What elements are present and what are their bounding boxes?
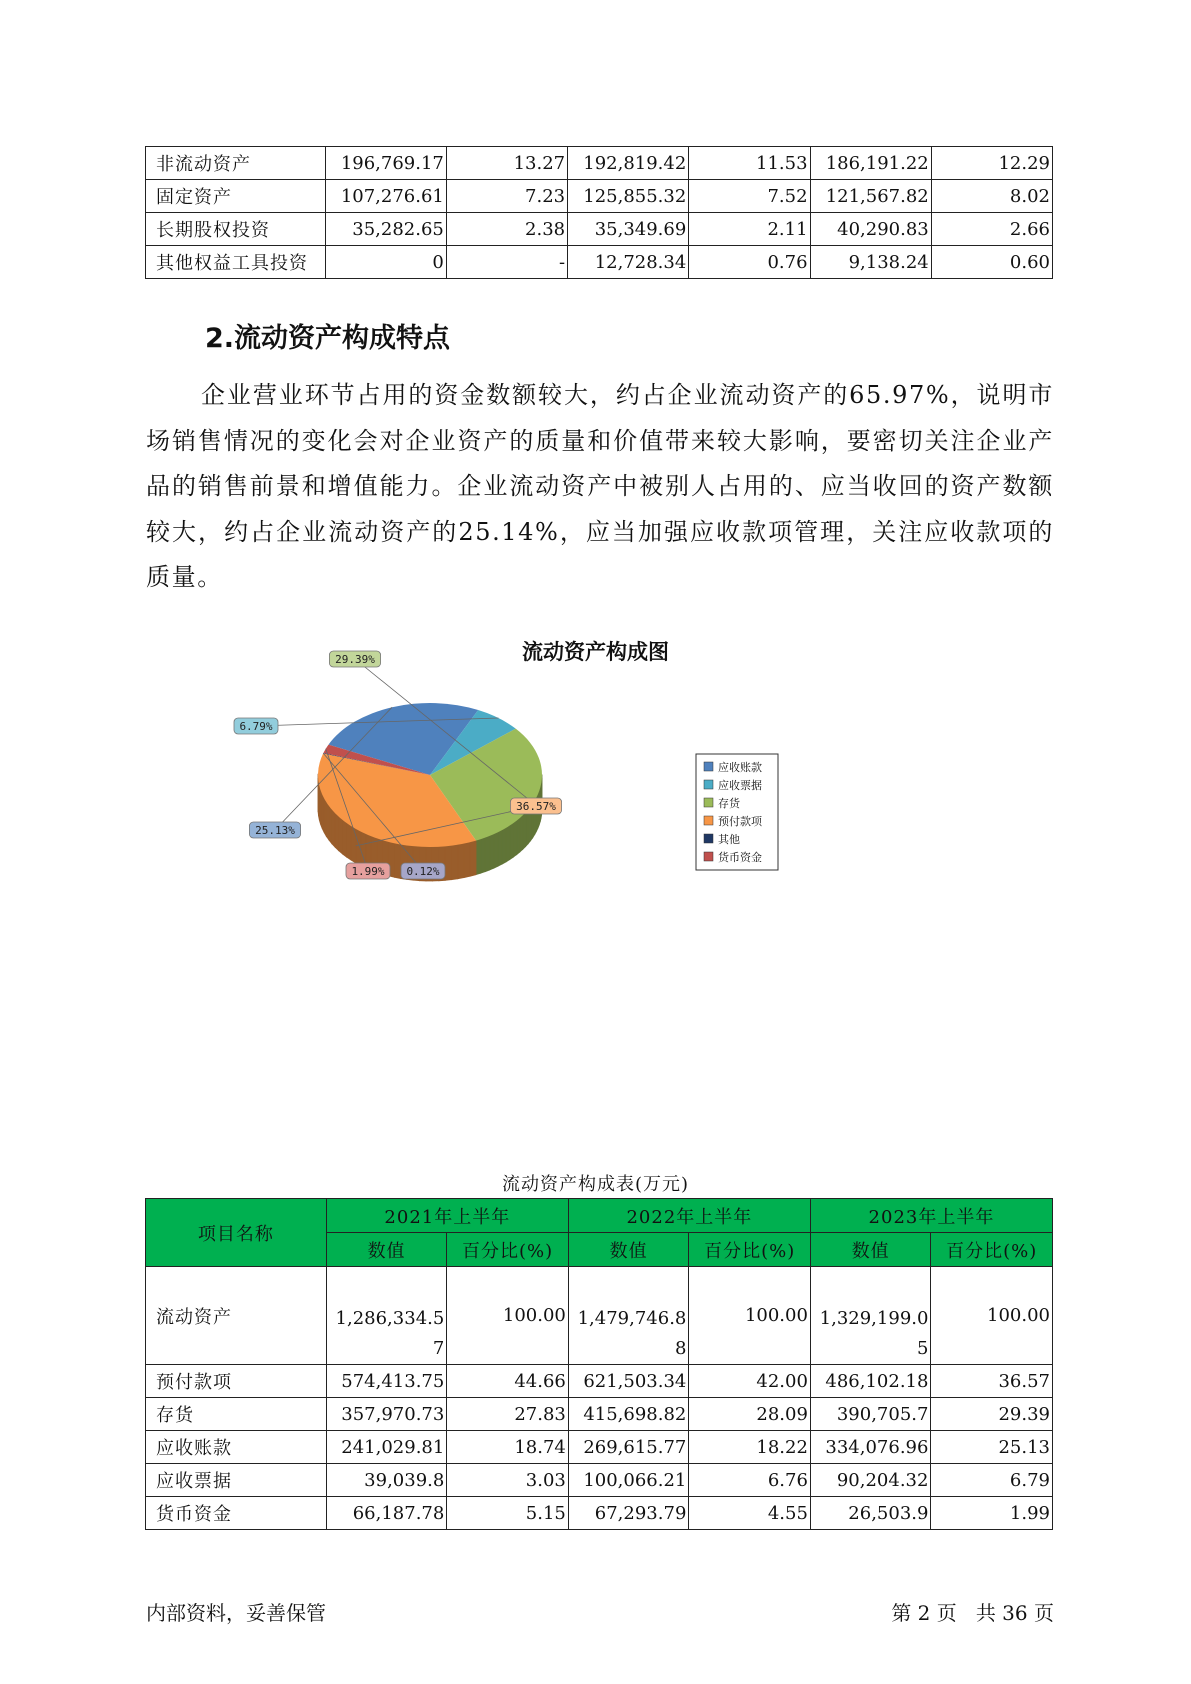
cell-percent: 0.76 bbox=[689, 246, 810, 279]
cell-value: 66,187.78 bbox=[326, 1497, 447, 1530]
cell-value: 12,728.34 bbox=[568, 246, 689, 279]
row-label: 非流动资产 bbox=[146, 147, 326, 180]
cell-percent: 3.03 bbox=[447, 1464, 569, 1497]
table-row-total bbox=[146, 1267, 1053, 1365]
cell-value: 39,039.8 bbox=[326, 1464, 447, 1497]
cell-value: 100,066.21 bbox=[568, 1464, 689, 1497]
table-row bbox=[146, 180, 1053, 213]
table-row bbox=[146, 246, 1053, 279]
header-percent: 百分比(%) bbox=[931, 1233, 1053, 1267]
pie-data-label: 25.13% bbox=[255, 824, 295, 837]
pie-slice-side bbox=[394, 843, 400, 878]
pie-slice-side bbox=[513, 821, 516, 858]
pie-slice-side bbox=[494, 832, 498, 868]
row-label: 固定资产 bbox=[146, 180, 326, 213]
pie-slice-side bbox=[452, 845, 458, 880]
current-assets-table bbox=[145, 1198, 1053, 1530]
table-caption: 流动资产构成表(万元) bbox=[501, 1174, 690, 1195]
legend-entry: 应收账款 bbox=[718, 761, 762, 774]
legend-entry: 存货 bbox=[718, 797, 740, 810]
pie-slice-side bbox=[332, 810, 335, 848]
legend-swatch bbox=[704, 780, 713, 789]
cell-percent: 2.66 bbox=[931, 213, 1052, 246]
pie-slice-side bbox=[523, 812, 526, 849]
value-line-1: 1,329,199.0 bbox=[819, 1308, 929, 1329]
cell-value: 241,029.81 bbox=[326, 1431, 447, 1464]
cell-value: 107,276.61 bbox=[325, 180, 446, 213]
cell-value: 0 bbox=[325, 246, 446, 279]
pie-slice-side bbox=[335, 813, 339, 850]
cell-percent: 100.00 bbox=[447, 1267, 569, 1365]
cell-value: 186,191.22 bbox=[810, 147, 931, 180]
table-row bbox=[146, 1497, 1053, 1530]
cell-percent: 5.15 bbox=[447, 1497, 569, 1530]
header-item-name: 项目名称 bbox=[146, 1199, 327, 1267]
legend-entry: 应收票据 bbox=[718, 779, 762, 792]
cell-value: 269,615.77 bbox=[568, 1431, 689, 1464]
row-label: 预付款项 bbox=[146, 1365, 327, 1398]
pie-slice-side bbox=[510, 823, 514, 859]
pie-slice-side bbox=[347, 823, 351, 860]
cell-value bbox=[326, 1267, 447, 1365]
cell-percent: 8.02 bbox=[931, 180, 1052, 213]
pie-slice-side bbox=[458, 844, 464, 879]
cell-percent: 12.29 bbox=[931, 147, 1052, 180]
table-row bbox=[146, 1464, 1053, 1497]
cell-percent: 0.60 bbox=[931, 246, 1052, 279]
cell-percent: 28.09 bbox=[689, 1398, 811, 1431]
paragraph-text: 企业营业环节占用的资金数额较大，约占企业流动资产的65.97%，说明市场销售情况的变化会对企业资产的质量和价值带来较大影响，要密切关注企业产品的销售前景和增值能力。企业流动资产中被别人占用的、应当收回的资产数额较大，约占企业流动资产的25.14%，应当加强应收款项管理，关注应收款项的质量。 bbox=[146, 381, 1054, 591]
cell-value: 35,282.65 bbox=[325, 213, 446, 246]
cell-percent: 11.53 bbox=[689, 147, 810, 180]
header-year: 2022年上半年 bbox=[568, 1199, 810, 1233]
pie-slice-side bbox=[445, 846, 451, 881]
cell-percent: 1.99 bbox=[931, 1497, 1053, 1530]
cell-value: 574,413.75 bbox=[326, 1365, 447, 1398]
current-assets-pie-chart bbox=[230, 653, 850, 970]
pie-slice-side bbox=[339, 817, 343, 854]
header-value: 数值 bbox=[568, 1233, 689, 1267]
cell-percent: 2.38 bbox=[446, 213, 567, 246]
header-year: 2021年上半年 bbox=[326, 1199, 568, 1233]
cell-percent: 4.55 bbox=[689, 1497, 811, 1530]
cell-percent: 6.79 bbox=[931, 1464, 1053, 1497]
pie-data-label: 6.79% bbox=[239, 720, 273, 733]
table-row bbox=[146, 147, 1053, 180]
pie-data-label: 0.12% bbox=[406, 865, 440, 878]
table-row bbox=[146, 1431, 1053, 1464]
cell-value: 415,698.82 bbox=[568, 1398, 689, 1431]
cell-value: 67,293.79 bbox=[568, 1497, 689, 1530]
header-value: 数值 bbox=[326, 1233, 447, 1267]
legend-swatch bbox=[704, 762, 713, 771]
header-value: 数值 bbox=[810, 1233, 931, 1267]
table-row bbox=[146, 213, 1053, 246]
cell-percent: 27.83 bbox=[447, 1398, 569, 1431]
pie-slice-side bbox=[490, 834, 494, 870]
chart-title: 流动资产构成图 bbox=[522, 640, 669, 664]
row-label: 存货 bbox=[146, 1398, 327, 1431]
header-percent: 百分比(%) bbox=[447, 1233, 569, 1267]
legend-swatch bbox=[704, 816, 713, 825]
value-line-2: 8 bbox=[674, 1338, 687, 1359]
row-label: 流动资产 bbox=[146, 1267, 327, 1365]
analysis-paragraph bbox=[146, 373, 1054, 601]
table-row bbox=[146, 1398, 1053, 1431]
legend-entry: 其他 bbox=[718, 833, 740, 846]
legend-entry: 货币资金 bbox=[718, 851, 762, 864]
row-label: 货币资金 bbox=[146, 1497, 327, 1530]
legend-swatch bbox=[704, 834, 713, 843]
pie-slice-side bbox=[498, 830, 502, 866]
cell-value: 26,503.9 bbox=[810, 1497, 931, 1530]
cell-percent: 29.39 bbox=[931, 1398, 1053, 1431]
cell-value: 621,503.34 bbox=[568, 1365, 689, 1398]
pie-slice-side bbox=[351, 826, 356, 863]
cell-value bbox=[568, 1267, 689, 1365]
cell-value: 390,705.7 bbox=[810, 1398, 931, 1431]
row-label: 应收票据 bbox=[146, 1464, 327, 1497]
pie-slice-side bbox=[470, 841, 476, 877]
non-current-assets-table bbox=[145, 146, 1053, 279]
cell-percent: 2.11 bbox=[689, 213, 810, 246]
pie-slice-side bbox=[520, 815, 523, 852]
cell-value: 35,349.69 bbox=[568, 213, 689, 246]
legend-swatch bbox=[704, 798, 713, 807]
cell-percent: 18.74 bbox=[447, 1431, 569, 1464]
row-label: 其他权益工具投资 bbox=[146, 246, 326, 279]
cell-percent: 13.27 bbox=[446, 147, 567, 180]
pie-slice-side bbox=[502, 828, 506, 864]
cell-value bbox=[810, 1267, 931, 1365]
row-label: 长期股权投资 bbox=[146, 213, 326, 246]
value-line-1: 1,286,334.5 bbox=[335, 1308, 445, 1329]
cell-percent: 44.66 bbox=[447, 1365, 569, 1398]
cell-percent: 36.57 bbox=[931, 1365, 1053, 1398]
cell-percent: 6.76 bbox=[689, 1464, 811, 1497]
legend-entry: 预付款项 bbox=[718, 815, 762, 828]
cell-value: 357,970.73 bbox=[326, 1398, 447, 1431]
cell-percent: - bbox=[446, 246, 567, 279]
pie-data-label: 1.99% bbox=[351, 865, 385, 878]
value-line-1: 1,479,746.8 bbox=[577, 1308, 687, 1329]
pie-slice-side bbox=[464, 842, 470, 877]
cell-value: 121,567.82 bbox=[810, 180, 931, 213]
cell-percent: 18.22 bbox=[689, 1431, 811, 1464]
header-year: 2023年上半年 bbox=[810, 1199, 1052, 1233]
section-heading: 2.流动资产构成特点 bbox=[205, 323, 451, 354]
cell-percent: 100.00 bbox=[931, 1267, 1053, 1365]
pie-data-label: 36.57% bbox=[516, 800, 556, 813]
value-line-2: 7 bbox=[432, 1338, 445, 1359]
pie-slice-side bbox=[481, 838, 486, 874]
footer-confidential-note: 内部资料，妥善保管 bbox=[146, 1601, 326, 1625]
cell-value: 40,290.83 bbox=[810, 213, 931, 246]
cell-value: 334,076.96 bbox=[810, 1431, 931, 1464]
table-row bbox=[146, 1365, 1053, 1398]
value-line-2: 5 bbox=[917, 1338, 929, 1359]
cell-value: 90,204.32 bbox=[810, 1464, 931, 1497]
cell-value: 486,102.18 bbox=[810, 1365, 931, 1398]
pie-data-label: 29.39% bbox=[335, 653, 375, 666]
footer-page-number: 第 2 页 共 36 页 bbox=[891, 1601, 1054, 1625]
cell-percent: 25.13 bbox=[931, 1431, 1053, 1464]
pie-slice-side bbox=[506, 826, 510, 862]
row-label: 应收账款 bbox=[146, 1431, 327, 1464]
cell-percent: 42.00 bbox=[689, 1365, 811, 1398]
cell-value: 9,138.24 bbox=[810, 246, 931, 279]
header-percent: 百分比(%) bbox=[689, 1233, 811, 1267]
cell-percent: 100.00 bbox=[689, 1267, 811, 1365]
pie-slice-side bbox=[485, 836, 489, 872]
pie-slice-side bbox=[517, 818, 520, 855]
cell-percent: 7.52 bbox=[689, 180, 810, 213]
pie-slice-side bbox=[476, 839, 481, 874]
cell-value: 125,855.32 bbox=[568, 180, 689, 213]
header-row-years bbox=[146, 1199, 1053, 1233]
cell-value: 196,769.17 bbox=[325, 147, 446, 180]
cell-percent: 7.23 bbox=[446, 180, 567, 213]
legend-swatch bbox=[704, 852, 713, 861]
pie-slice-side bbox=[329, 806, 332, 844]
cell-value: 192,819.42 bbox=[568, 147, 689, 180]
pie-slice-side bbox=[342, 820, 346, 857]
